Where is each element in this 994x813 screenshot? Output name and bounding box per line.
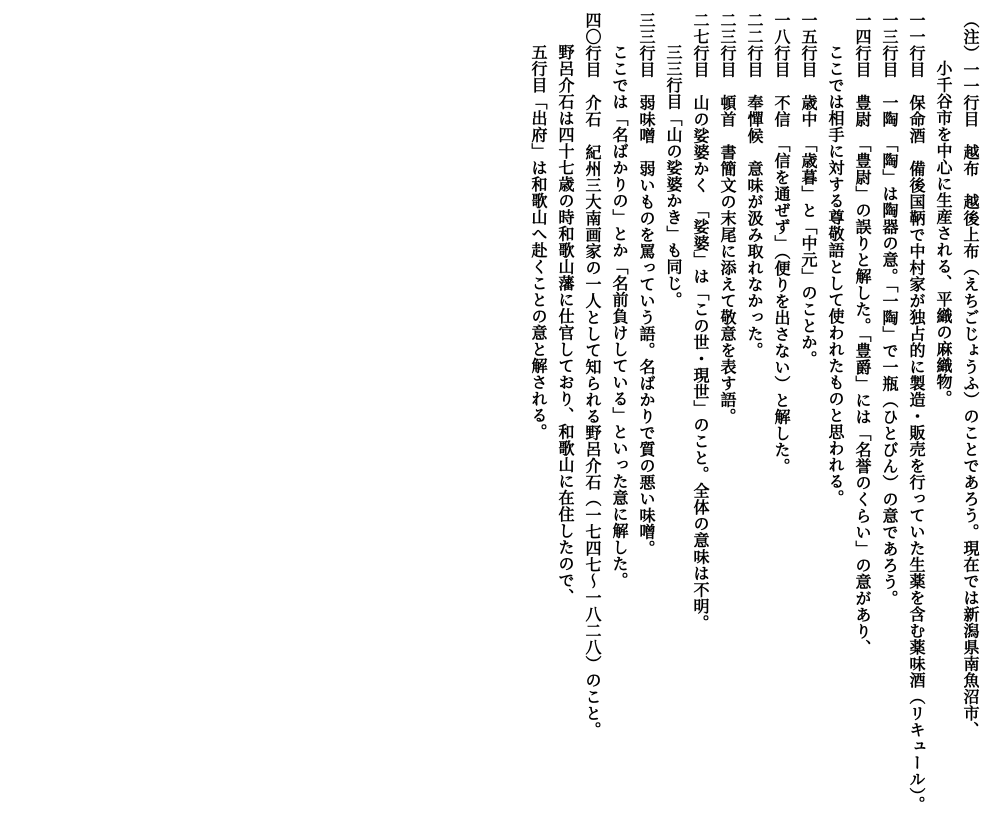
note-line-13: 三三行目 弱味噌 弱いものを罵っていう語。名ばかりで質の悪い味噌。 — [637, 12, 656, 557]
note-line-5: 一四行目 豊尉 「豊尉」の誤りと解した。「豊爵」には「名誉のくらい」の意があり、 — [853, 12, 872, 656]
note-line-14: ここでは「名ばかりの」とか「名前負けしている」といった意に解した。 — [610, 44, 629, 589]
note-line-16: 野呂介石は四十七歳の時和歌山藩に仕官しており、和歌山に在住したので、 — [556, 44, 575, 605]
note-line-9: 二二行目 奉憚候 意味が汲み取れなかった。 — [745, 12, 764, 359]
note-line-17: 五行目「出府」は和歌山へ赴くことの意と解される。 — [529, 44, 548, 440]
note-line-8: 一八行目 不信 「信を通ぜず」（便りを出さない）と解した。 — [772, 12, 791, 475]
note-line-11: 二七行目 山の娑婆かく 「娑婆」は「この世・現世」のこと。全体の意味は不明。 — [691, 12, 710, 631]
note-line-12: 三三行目「山の娑婆かき」も同じ。 — [664, 44, 683, 308]
note-line-1: （注）一一行目 越布 越後上布（えちごじょうふ）のことであろう。現在では新潟県南魚沼市、 — [961, 12, 980, 738]
note-line-6: ここでは相手に対する尊敬語として使われたものと思われる。 — [826, 44, 845, 506]
note-line-3: 一一行目 保命酒 備後国鞆で中村家が独占的に製造・販売を行っていた生薬を含む薬味酒（リキュール）。 — [907, 12, 926, 813]
note-line-15: 四〇行目 介石 紀州三大南画家の一人として知られる野呂介石（一七四七～一八二八）のこと。 — [583, 12, 602, 738]
note-line-7: 一五行目 歳中 「歳暮」と「中元」のことか。 — [799, 12, 818, 367]
annotation-notes — [525, 12, 984, 813]
note-line-10: 二三行目 頓首 書簡文の末尾に添えて敬意を表す語。 — [718, 12, 737, 425]
note-line-2: 小千谷市を中心に生産される、平織の麻織物。 — [934, 60, 953, 407]
note-line-4: 一三行目 一陶 「陶」は陶器の意。「一陶」で一瓶（ひとびん）の意であろう。 — [880, 12, 899, 607]
